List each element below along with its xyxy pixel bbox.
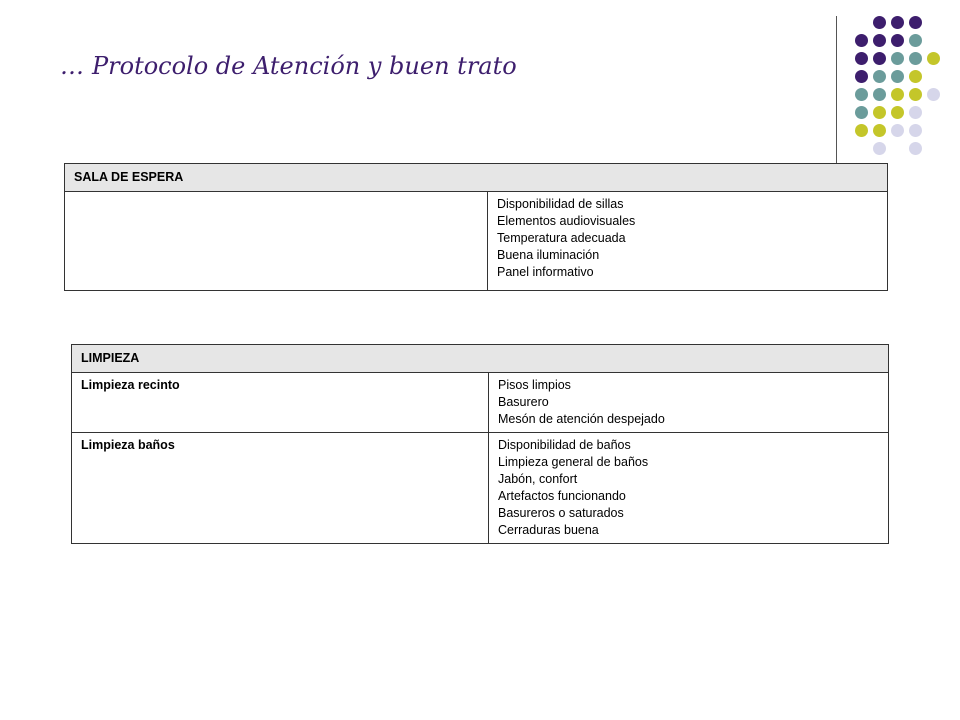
list-item: Basureros o saturados (498, 506, 624, 520)
limpieza-header: LIMPIEZA (72, 345, 889, 373)
list-item: Temperatura adecuada (497, 231, 626, 245)
decorative-dot (873, 52, 886, 65)
list-item: Limpieza general de baños (498, 455, 649, 469)
decorative-dot (909, 34, 922, 47)
decorative-dot (909, 88, 922, 101)
list-item: Buena iluminación (497, 248, 600, 262)
sala-espera-table (64, 163, 888, 291)
sala-espera-header: SALA DE ESPERA (65, 164, 888, 192)
decorative-dot (855, 124, 868, 137)
decorative-dot (909, 106, 922, 119)
decorative-dot (909, 142, 922, 155)
decorative-dot (891, 52, 904, 65)
list-item: Elementos audiovisuales (497, 214, 636, 228)
decorative-dot (927, 88, 940, 101)
decorative-dot (891, 34, 904, 47)
limpieza-banos-label: Limpieza baños (72, 433, 489, 544)
limpieza-recinto-label: Limpieza recinto (72, 373, 489, 433)
decorative-dot (909, 16, 922, 29)
decorative-dot (855, 34, 868, 47)
decorative-dot (855, 88, 868, 101)
decorative-dot (873, 142, 886, 155)
decorative-dot (855, 70, 868, 83)
list-item: Cerraduras buena (498, 523, 599, 537)
decorative-dot (873, 70, 886, 83)
decorative-dot (891, 70, 904, 83)
decorative-dot (909, 52, 922, 65)
list-item: Pisos limpios (498, 378, 571, 392)
list-item: Panel informativo (497, 265, 594, 279)
decorative-dot (927, 52, 940, 65)
decorative-dot (873, 124, 886, 137)
decorative-dot (855, 106, 868, 119)
limpieza-banos-items (489, 433, 889, 544)
page-title (60, 52, 517, 80)
list-item: Artefactos funcionando (498, 489, 626, 503)
list-item: Disponibilidad de baños (498, 438, 631, 452)
sala-espera-left-cell (65, 192, 488, 291)
decorative-dot (909, 70, 922, 83)
list-item: Basurero (498, 395, 549, 409)
limpieza-recinto-items (489, 373, 889, 433)
decorative-dot (891, 124, 904, 137)
decorative-dot (873, 34, 886, 47)
decorative-dot (909, 124, 922, 137)
decorative-dot (873, 16, 886, 29)
list-item: Mesón de atención despejado (498, 412, 665, 426)
decorative-dot (873, 88, 886, 101)
sala-espera-items-cell (488, 192, 888, 291)
list-item: Disponibilidad de sillas (497, 197, 624, 211)
decorative-dot (891, 16, 904, 29)
decorative-dot (891, 88, 904, 101)
list-item: Jabón, confort (498, 472, 578, 486)
decorative-dot (873, 106, 886, 119)
decorative-dot (855, 52, 868, 65)
decorative-dot (891, 106, 904, 119)
title-ellipsis: … (60, 52, 84, 80)
decorative-divider (836, 16, 837, 164)
title-text: Protocolo de Atención y buen trato (92, 52, 517, 80)
limpieza-table (71, 344, 889, 544)
